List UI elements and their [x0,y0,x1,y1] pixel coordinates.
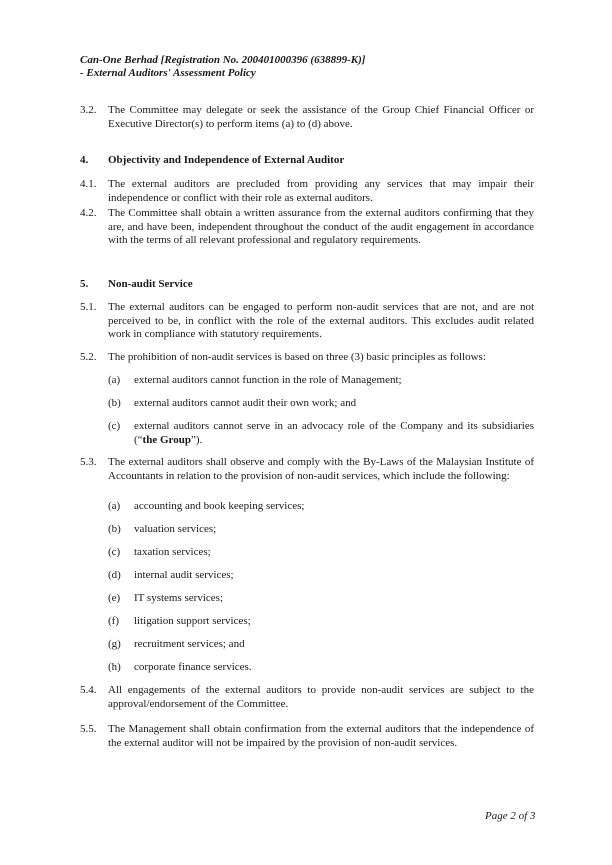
clause-number: 3.2. [80,104,97,116]
item-text: external auditors cannot audit their own work; and [134,397,357,409]
section-heading-4 [80,154,344,166]
clause-number: 5.2. [80,351,97,363]
clause-text: The Committee shall obtain a written assurance from the external auditors confirming that they are, and have been, independent throughout the conduct of the audit engagement in accordance with the terms of all relevant professional and regulatory requirements. [108,207,534,247]
clause-number: 5.3. [80,456,97,468]
item-label: (c) [108,546,121,558]
item-label: (h) [108,661,121,673]
clause-5-1 [80,301,534,342]
service-item-c [108,546,534,560]
service-item-h [108,661,534,675]
service-item-e [108,592,534,606]
clause-5-4 [80,684,534,711]
clause-text: The Management shall obtain confirmation from the external auditors that the independence of the external auditor will not be impaired by the provision of non-audit services. [108,723,534,749]
clause-number: 4.1. [80,178,97,190]
service-item-b [108,523,534,537]
item-label: (e) [108,592,121,604]
clause-text: The external auditors are precluded from providing any services that may impair their independence or conflict with their role as external auditors. [108,178,534,204]
item-label: (b) [108,397,121,409]
clause-text: The prohibition of non-audit services is based on three (3) basic principles as follows: [108,351,486,363]
clause-3-2 [80,104,534,131]
item-label: (a) [108,374,121,386]
principle-item-c [108,420,534,447]
principle-item-a [108,374,534,388]
clause-5-3 [80,456,534,483]
clause-text: All engagements of the external auditors to provide non-audit services are subject to the approval/endorsement of the Committee. [108,684,534,710]
page-number: Page 2 of 3 [485,810,536,822]
clause-number: 5.5. [80,723,97,735]
item-text: internal audit services; [134,569,234,581]
clause-text: The external auditors shall observe and comply with the By-Laws of the Malaysian Institute of Accountants in relation to the provision of non-audit services, which include the following: [108,456,534,482]
item-text [134,420,534,447]
item-label: (a) [108,500,121,512]
clause-number: 5.4. [80,684,97,696]
item-label: (b) [108,523,121,535]
section-title: Non-audit Service [108,278,193,290]
clause-4-2 [80,207,534,248]
clause-5-2 [80,351,534,365]
item-text: external auditors cannot function in the role of Management; [134,374,402,386]
item-label: (d) [108,569,121,581]
item-text-main: external auditors cannot serve in an advocacy role of the Company and its subsidiaries (“ [134,420,534,446]
section-number: 5. [80,278,89,290]
item-label: (f) [108,615,119,627]
clause-number: 5.1. [80,301,97,313]
item-text: corporate finance services. [134,661,252,673]
clause-text: The Committee may delegate or seek the assistance of the Group Chief Financial Officer or Executive Director(s) to perform items (a) to (d) above. [108,104,534,130]
section-title: Objectivity and Independence of External Auditor [108,154,345,166]
principle-item-b [108,397,534,411]
item-text: valuation services; [134,523,217,535]
clause-4-1 [80,178,534,205]
section-number: 4. [80,154,89,166]
item-text: taxation services; [134,546,211,558]
service-item-g [108,638,534,652]
item-text: accounting and book keeping services; [134,500,305,512]
clause-text: The external auditors can be engaged to perform non-audit services that are not, and are not perceived to be, in conflict with the role of the external auditors. This excludes audit related work in compliance with statutory requirements. [108,301,534,341]
item-label: (g) [108,638,121,650]
document-header-company: Can-One Berhad [Registration No. 200401000396 (638899-K)] [80,54,366,66]
item-text: IT systems services; [134,592,224,604]
item-label: (c) [108,420,121,432]
defined-term: the Group [142,433,191,446]
section-heading-5 [80,278,193,290]
item-text-after: ”). [190,433,203,446]
service-item-a [108,500,534,514]
clause-5-5 [80,723,534,750]
service-item-f [108,615,534,629]
item-text: recruitment services; and [134,638,245,650]
document-header-title: - External Auditors' Assessment Policy [80,67,256,79]
service-item-d [108,569,534,583]
clause-number: 4.2. [80,207,97,219]
item-text: litigation support services; [134,615,251,627]
